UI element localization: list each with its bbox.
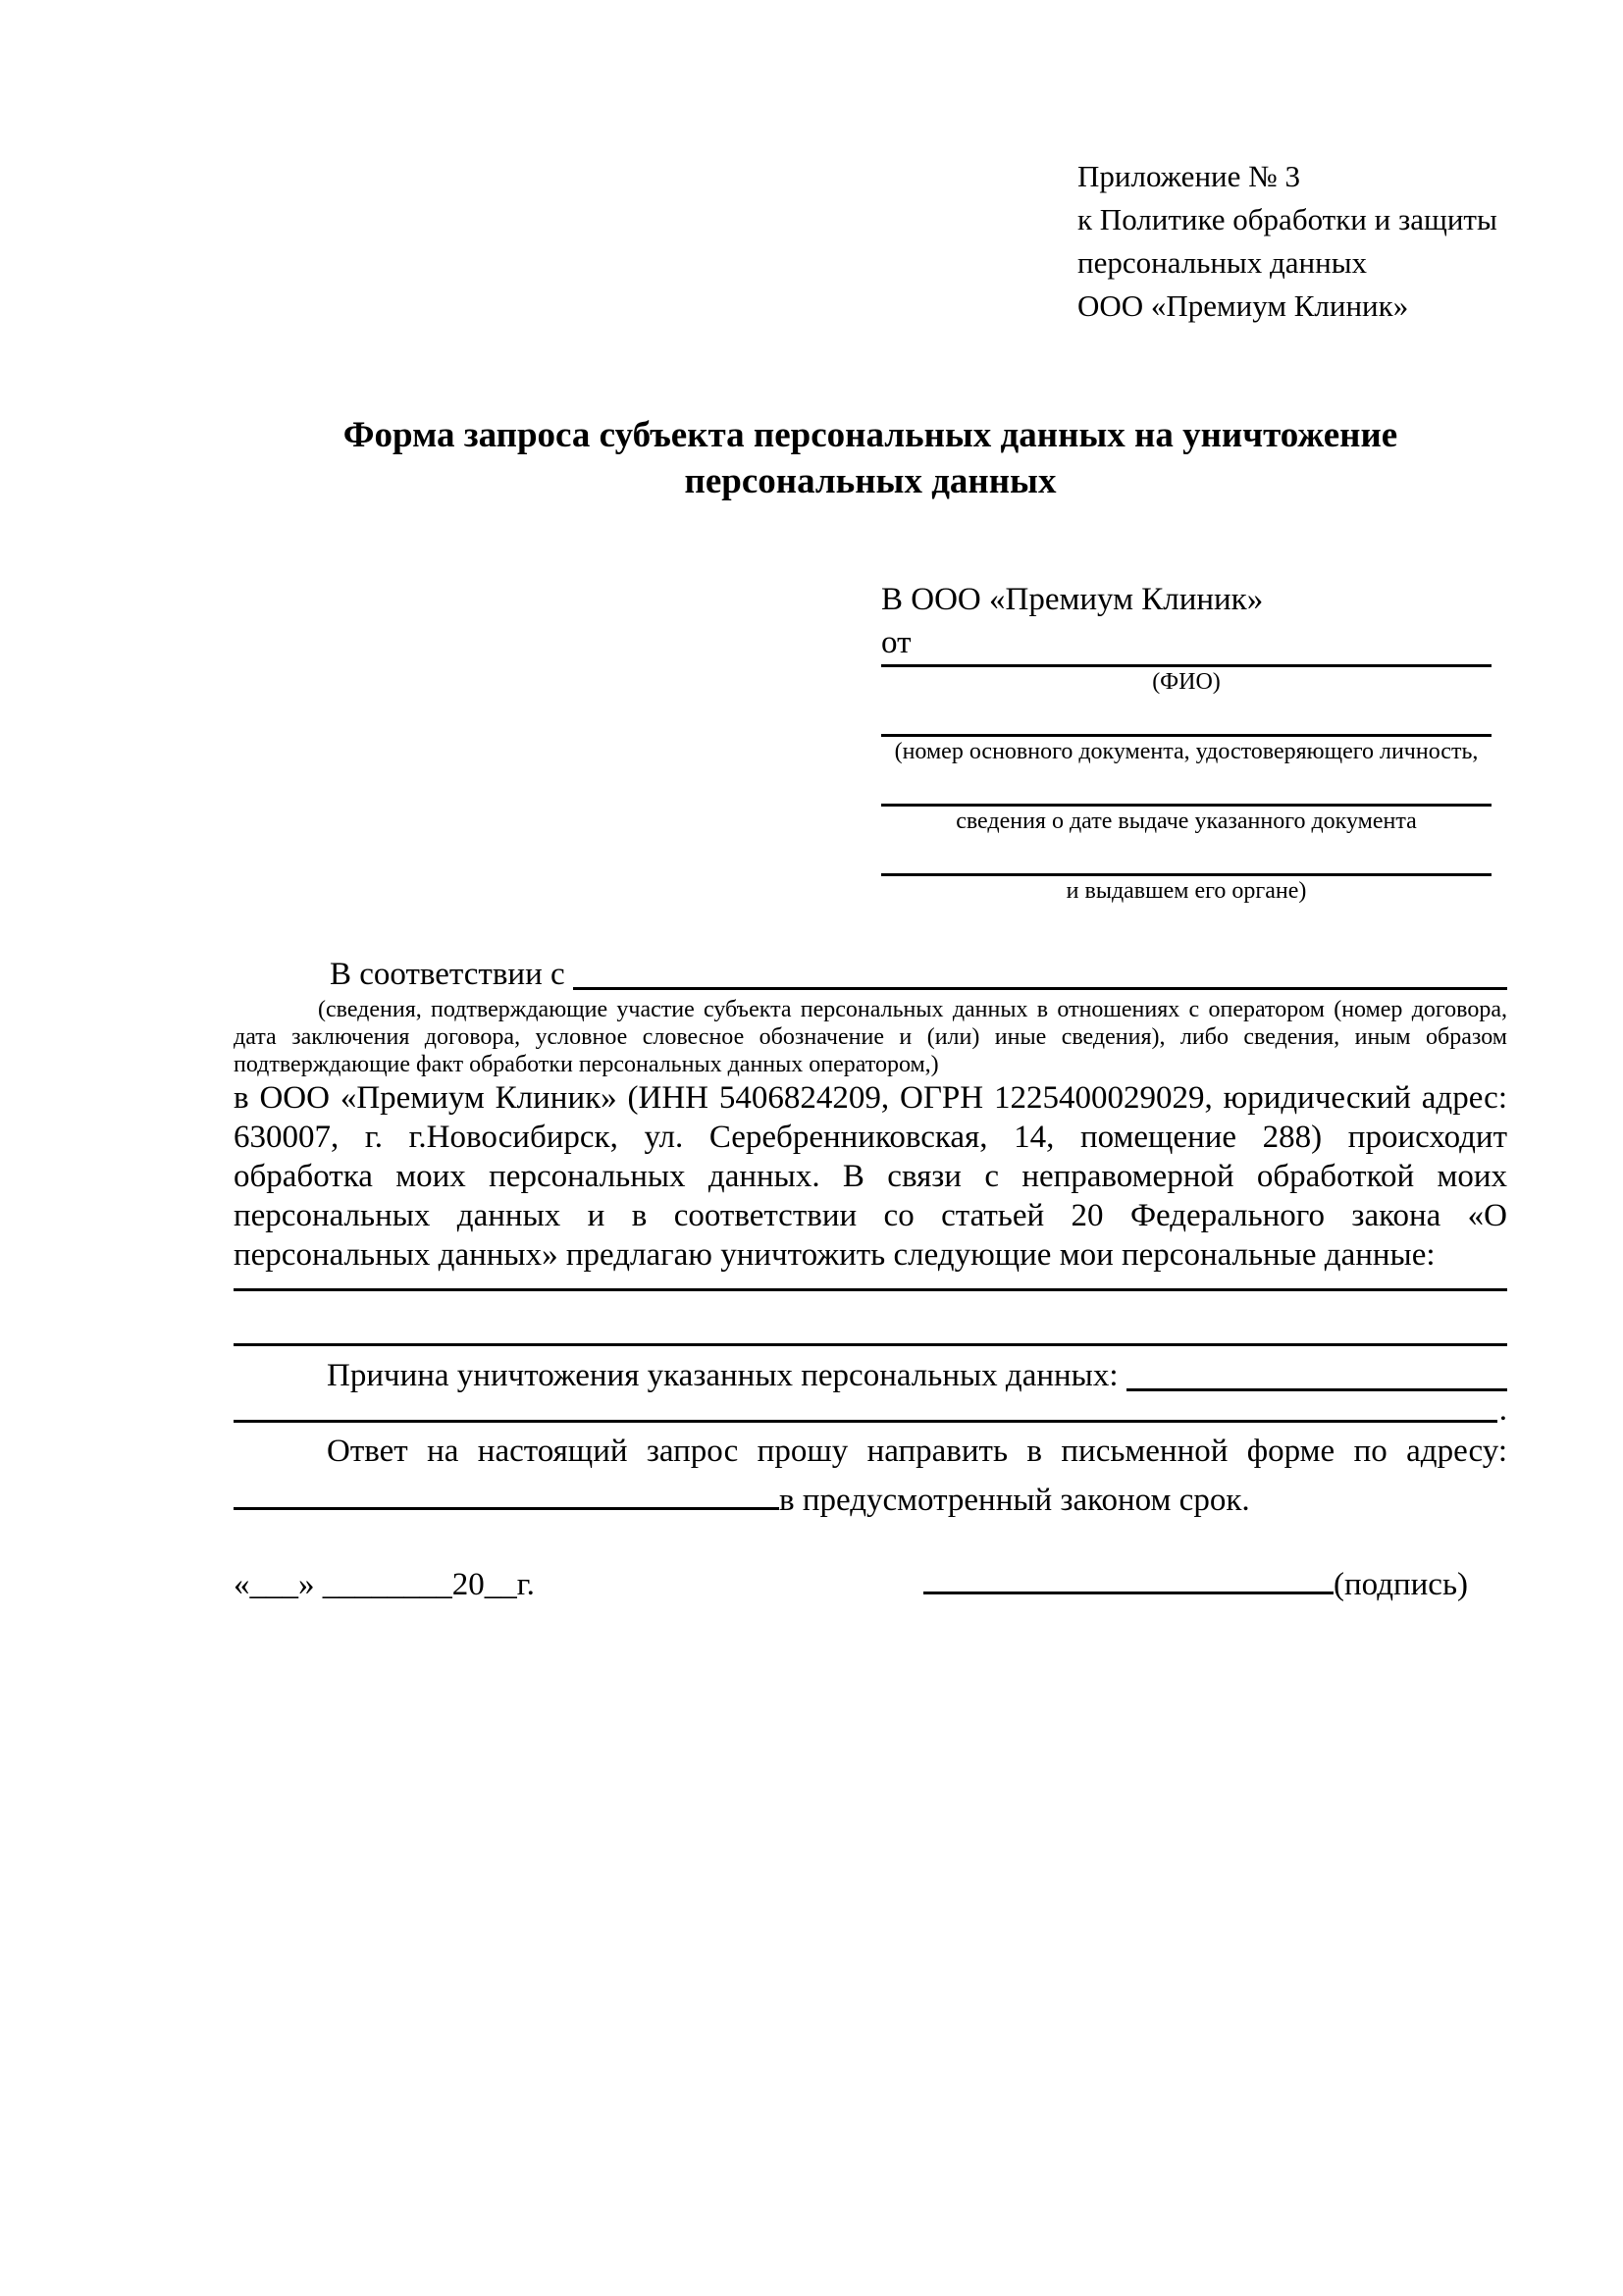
address-fill-line xyxy=(234,1474,779,1510)
document-number-caption: (номер основного документа, удостоверяющего личность, xyxy=(894,739,1479,764)
reason-fill-line-2-rule xyxy=(234,1420,1497,1423)
signature-fill-line xyxy=(923,1556,1334,1594)
issuing-authority-fill-line xyxy=(881,836,1492,876)
reason-fill-line-2 xyxy=(234,1392,1507,1428)
document-number-fill-line xyxy=(881,697,1492,737)
document-title: Форма запроса субъекта персональных данных на уничтожение персональных данных xyxy=(342,415,1398,501)
response-text: Ответ на настоящий запрос прошу направить в письменной форме по адресу: xyxy=(327,1434,1507,1469)
date-line: «___» ________20__г. xyxy=(234,1567,535,1602)
response-paragraph xyxy=(234,1429,1507,1523)
fio-caption: (ФИО) xyxy=(1152,669,1221,695)
according-fill-line xyxy=(573,953,1507,990)
addressee-organization: В ООО «Премиум Клиник» xyxy=(881,582,1264,617)
appendix-header-line: персональных данных xyxy=(1077,245,1368,280)
appendix-header-line: к Политике обработки и защиты xyxy=(1077,202,1497,236)
signature-group xyxy=(923,1556,1468,1606)
response-tail: в предусмотренный законом срок. xyxy=(779,1483,1250,1518)
personal-data-fill-line-2 xyxy=(234,1343,1507,1346)
addressee-from-label: от xyxy=(881,625,912,660)
addressee-block xyxy=(881,578,1492,906)
personal-data-fill-line-1 xyxy=(234,1288,1507,1291)
appendix-header xyxy=(1077,155,1507,328)
issue-date-caption: сведения о дате выдаче указанного документа xyxy=(956,809,1417,834)
main-paragraph: в ООО «Премиум Клиник» (ИНН 5406824209, ОГРН 1225400029029, юридический адрес: 630007, г. г.Новосибирск, ул. Серебренниковская, 14, помещение 288) происходит обработка моих персональных данных. В связи с неправомерной обработкой моих персональных данных и в соответствии со статьей 20 Федерального закона «О персональных данных» предлагаю уничтожить следующие мои персональные данные: xyxy=(234,1080,1507,1273)
reason-fill-line xyxy=(1126,1354,1507,1391)
issuing-authority-caption: и выдавшем его органе) xyxy=(1066,878,1307,904)
appendix-header-line: Приложение № 3 xyxy=(1077,159,1300,193)
signature-caption: (подпись) xyxy=(1334,1567,1468,1602)
reason-line xyxy=(234,1354,1507,1397)
according-line xyxy=(234,953,1507,996)
according-label: В соответствии с xyxy=(330,957,565,992)
appendix-header-line: ООО «Премиум Клиник» xyxy=(1077,288,1409,323)
reason-label: Причина уничтожения указанных персональных данных: xyxy=(327,1358,1119,1393)
issue-date-fill-line xyxy=(881,766,1492,807)
fine-print-note: (сведения, подтверждающие участие субъекта персональных данных в отношениях с оператором (номер договора, дата заключения договора, условное словесное обозначение и (или) иные сведения), либо сведения, иным образом подтверждающие факт обработки персональных данных оператором,) xyxy=(234,997,1507,1077)
reason-line-period: . xyxy=(1498,1392,1507,1428)
footer-row xyxy=(234,1556,1507,1606)
